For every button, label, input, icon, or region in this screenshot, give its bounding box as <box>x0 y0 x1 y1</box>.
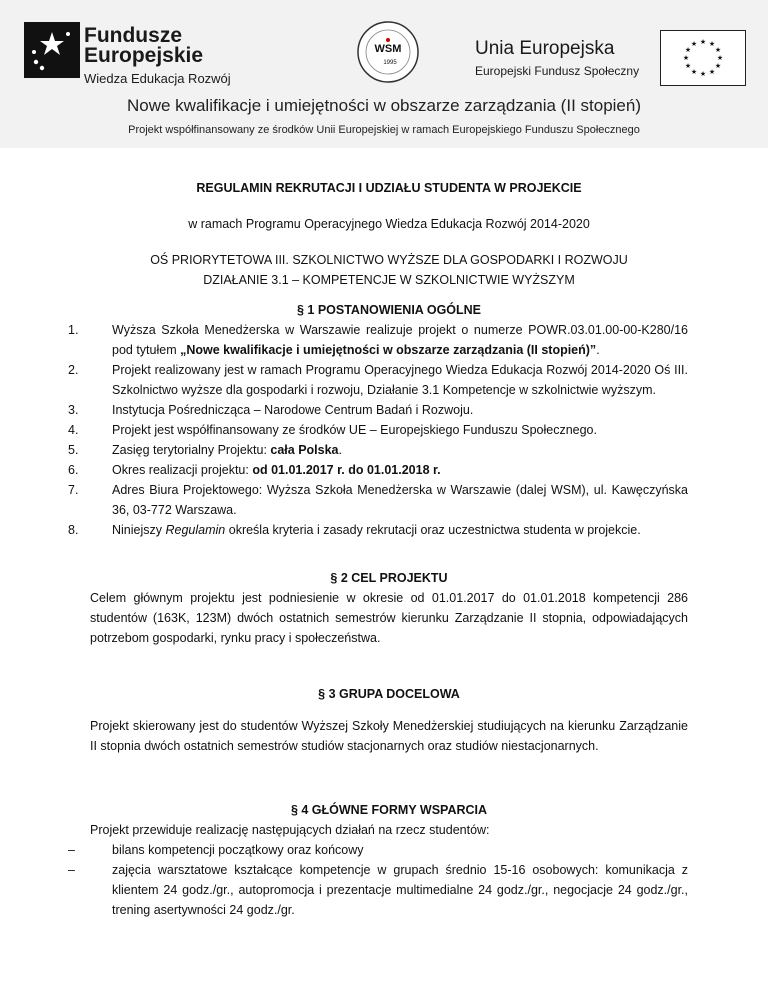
section-1-heading: § 1 POSTANOWIENIA OGÓLNE <box>296 303 482 317</box>
fe-line1: Fundusze <box>84 24 182 47</box>
svg-text:★: ★ <box>690 68 698 76</box>
list-item: 1. Wyższa Szkoła Menedżerska w Warszawie realizuje projekt o numerze POWR.03.01.00-00-K280/16 pod tytułem „Nowe kwalifikacje i umiejętności w obszarze zarządzania (II stopień)”. <box>68 323 688 357</box>
svg-text:★: ★ <box>684 62 692 70</box>
section-2-text: Celem głównym projektu jest podniesienie w okresie od 01.01.2017 do 01.01.2018 kompetencji 286 studentów (163K, 123M) dwóch ostatnich semestrów kierunku Zarządzanie II stopnia, odpowiadających potrzebom gospodarki, rynku pracy i społeczeństwa. <box>90 591 688 645</box>
program-line: w ramach Programu Operacyjnego Wiedza Edukacja Rozwój 2014-2020 <box>188 217 590 231</box>
fe-line2: Europejskie <box>84 44 204 67</box>
wsm-seal-logo <box>356 20 420 84</box>
eu-wordmark <box>475 38 639 78</box>
eu-funds-wordmark <box>84 26 231 85</box>
list-item: 7. Adres Biura Projektowego: Wyższa Szkoła Menedżerska w Warszawie (dalej WSM), ul. Kawęczyńska 36, 03-772 Warszawa. <box>68 483 688 517</box>
list-item: 6. Okres realizacji projektu: od 01.01.2017 r. do 01.01.2018 r. <box>68 463 441 477</box>
list-item: – bilans kompetencji początkowy oraz końcowy <box>68 843 364 857</box>
svg-text:★: ★ <box>682 54 690 62</box>
project-cofinancing: Projekt współfinansowany ze środków Unii Europejskiej w ramach Europejskiego Funduszu Społecznego <box>128 124 640 136</box>
priority-axis: OŚ PRIORYTETOWA III. SZKOLNICTWO WYŻSZE DLA GOSPODARKI I ROZWOJU <box>150 253 628 267</box>
section-3-text: Projekt skierowany jest do studentów Wyższej Szkoły Menedżerskiej studiujących na kierunku Zarządzanie II stopnia dwóch ostatnich semestrów studiów stacjonarnych oraz studiów niestacjonarnych. <box>90 719 688 753</box>
project-title: Nowe kwalifikacje i umiejętności w obszarze zarządzania (II stopień) <box>127 96 641 115</box>
list-item: 5. Zasięg terytorialny Projektu: cała Polska. <box>68 443 342 457</box>
eu-flag-icon <box>660 30 746 86</box>
list-item: – zajęcia warsztatowe kształcące kompetencje w grupach średnio 15-16 osobowych: komunikacja z klientem 24 godz./gr., autopromocja i prezentacje multimedialne 24 godz./gr., negocjacje 24 godz./gr., trening asertywności 24 godz./gr. <box>68 863 688 917</box>
list-item: 2. Projekt realizowany jest w ramach Programu Operacyjnego Wiedza Edukacja Rozwój 2014-2020 Oś III. Szkolnictwo wyższe dla gospodarki i rozwoju, Działanie 3.1 Kompetencje w szkolnictwie wyższym. <box>68 363 688 397</box>
section-4-intro: Projekt przewiduje realizację następujących działań na rzecz studentów: <box>90 823 490 837</box>
svg-text:★: ★ <box>708 68 716 76</box>
header-banner <box>0 0 768 148</box>
ue-fund: Europejski Fundusz Społeczny <box>475 64 640 78</box>
list-item: 4. Projekt jest współfinansowany ze środków UE – Europejskiego Funduszu Społecznego. <box>68 423 597 437</box>
measure-line: DZIAŁANIE 3.1 – KOMPETENCJE W SZKOLNICTWIE WYŻSZYM <box>203 273 575 287</box>
document-title: REGULAMIN REKRUTACJI I UDZIAŁU STUDENTA W PROJEKCIE <box>196 181 582 195</box>
section-4-heading: § 4 GŁÓWNE FORMY WSPARCIA <box>290 803 488 817</box>
section-4-list <box>68 840 688 920</box>
wsm-year: 1995 <box>383 60 397 66</box>
section-3-heading: § 3 GRUPA DOCELOWA <box>318 687 460 701</box>
svg-text:★: ★ <box>708 40 716 48</box>
svg-text:★: ★ <box>716 54 724 62</box>
eu-funds-star-logo <box>24 22 80 78</box>
section-1-list <box>68 320 688 540</box>
fe-program: Wiedza Edukacja Rozwój <box>84 71 231 86</box>
svg-text:★: ★ <box>714 46 722 54</box>
svg-text:★: ★ <box>690 40 698 48</box>
svg-text:★: ★ <box>684 46 692 54</box>
svg-text:★: ★ <box>714 62 722 70</box>
list-item: 3. Instytucja Pośrednicząca – Narodowe Centrum Badań i Rozwoju. <box>68 403 474 417</box>
list-item: 8. Niniejszy Regulamin określa kryteria i zasady rekrutacji oraz uczestnictwa studenta w projekcie. <box>68 523 641 537</box>
svg-text:★: ★ <box>699 38 707 46</box>
wsm-abbr: WSM <box>374 43 402 55</box>
ue-name: Unia Europejska <box>475 38 615 59</box>
section-2-heading: § 2 CEL PROJEKTU <box>330 571 448 585</box>
svg-text:★: ★ <box>699 70 707 78</box>
